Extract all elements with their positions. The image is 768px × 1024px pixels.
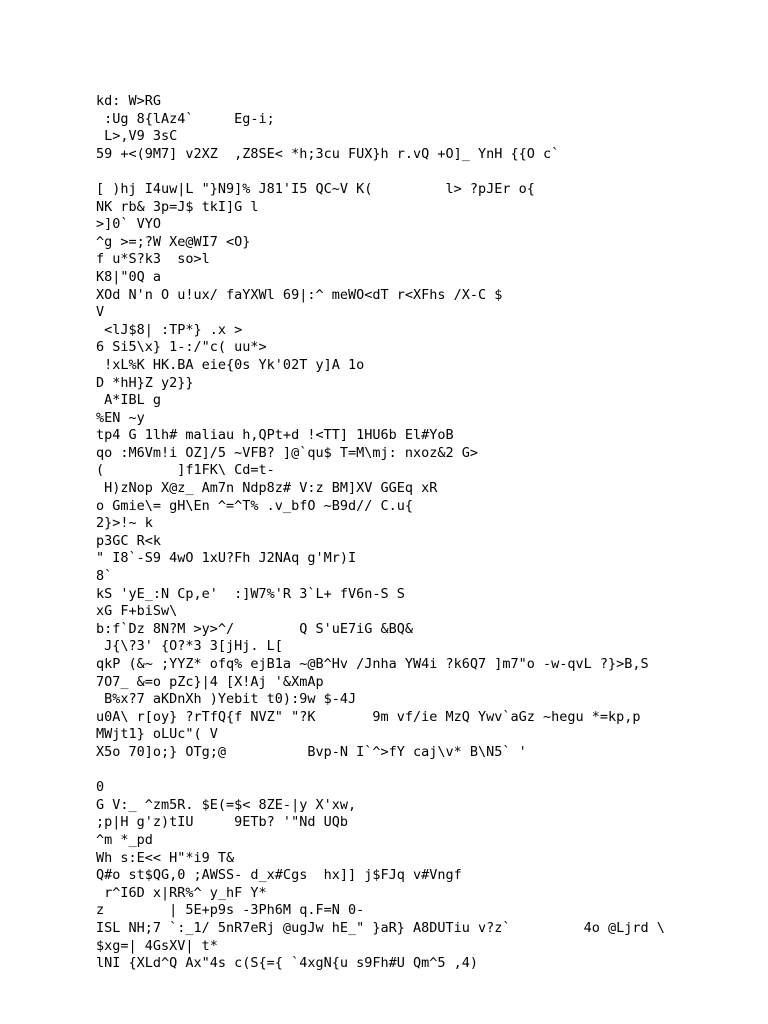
text-line: >]0` VYO — [96, 216, 162, 233]
blank-line — [96, 762, 716, 780]
text-line: !xL%K HK.BA eie{0s Yk'02T y]A 1o — [96, 356, 365, 373]
text-line: H)zNop X@z_ Am7n Ndp8z# V:z BM]XV GGEq xR — [96, 480, 438, 497]
text-line: ;p|H g'z)tIU 9ETb? '"Nd UQb — [96, 814, 348, 831]
text-line: lNI {XLd^Q Ax"4s c(S{={ `4xgN{u s9Fh#U Qm^5 ,4) — [96, 955, 479, 972]
text-line: B%x?7 aKDnXh )Yebit t0):9w $-4J — [96, 691, 357, 708]
text-line: " I8`-S9 4wO 1xU?Fh J2NAq g'Mr)I — [96, 550, 357, 567]
text-line: z | 5E+p9s -3Ph6M q.F=N 0- — [96, 902, 365, 919]
text-line: xG F+biSw\ — [96, 603, 178, 620]
text-line: :Ug 8{lAz4` Eg-i; — [96, 110, 275, 127]
text-line: b:f`Dz 8N?M >y>^/ Q S'uE7iG &BQ& — [96, 620, 413, 637]
text-line: A*IBL g — [96, 392, 162, 409]
text-line: Wh s:E<< H"*i9 T& — [96, 849, 235, 866]
document-text-block — [96, 93, 716, 973]
text-line: MWjt1} oLUc"( V — [96, 726, 218, 743]
text-line: NK rb& 3p=J$ tkI]G l — [96, 198, 259, 215]
text-line: L>,V9 3sC — [96, 128, 178, 145]
text-line: qo :M6Vm!i OZ]/5 ~VFB? ]@`qu$ T=M\mj: nxoz&2 G> — [96, 444, 479, 461]
text-line: J{\?3' {O?*3 3[jHj. L[ — [96, 638, 283, 655]
text-line: K8|"0Q a — [96, 268, 162, 285]
text-line: p3GC R<k — [96, 532, 162, 549]
text-line: kd: W>RG — [96, 93, 162, 109]
text-line: $xg=| 4GsXV| t* — [96, 937, 218, 954]
text-line: ^g >=;?W Xe@WI7 <O} — [96, 233, 251, 250]
text-line: <lJ$8| :TP*} .x > — [96, 321, 243, 338]
text-line: 7O7_ &=o pZc}|4 [X!Aj '&XmAp — [96, 673, 324, 690]
text-line: 2}>!~ k — [96, 515, 153, 532]
blank-line — [96, 163, 716, 181]
text-line: 59 +<(9M7] v2XZ ,Z8SE< *h;3cu FUX}h r.vQ +O]_ YnH {{O c` — [96, 145, 560, 162]
text-line: o Gmie\= gH\En ^=^T% .v_bfO ~B9d// C.u{ — [96, 497, 413, 514]
text-line: kS 'yE_:N Cp,e' :]W7%'R 3`L+ fV6n-S S — [96, 585, 405, 602]
text-line: r^I6D x|RR%^ y_hF Y* — [96, 884, 267, 901]
text-line: u0A\ r[oy} ?rTfQ{f NVZ" "?K 9m vf/ie MzQ Ywv`aGz ~hegu *=kp,p — [96, 708, 641, 725]
text-line: ISL NH;7 `:_1/ 5nR7eRj @ugJw hE_" }aR} A8DUTiu v?z` 4o @Ljrd \ — [96, 919, 665, 936]
text-line: ^m *_pd — [96, 831, 153, 848]
text-line: G V:_ ^zm5R. $E(=$< 8ZE-|y X'xw, — [96, 796, 357, 813]
text-line: tp4 G 1lh# maliau h,QPt+d !<TT] 1HU6b El#YoB — [96, 427, 454, 444]
text-line: 0 — [96, 779, 105, 796]
text-line: f u*S?k3 so>l — [96, 251, 210, 268]
text-line: D *hH}Z y2}} — [96, 374, 194, 391]
text-line: ( ]f1FK\ Cd=t- — [96, 462, 275, 479]
text-line: Q#o st$QG,0 ;AWSS- d_x#Cgs hx]] j$FJq v#Vngf — [96, 867, 462, 884]
text-line: XOd N'n O u!ux/ faYXWl 69|:^ meWO<dT r<XFhs /X-C $ — [96, 286, 503, 303]
text-line: 6 Si5\x} 1-:/"c( uu*> — [96, 339, 267, 356]
text-line: V — [96, 304, 105, 321]
text-line: 8` — [96, 568, 113, 585]
text-line: %EN ~y — [96, 409, 145, 426]
text-line: X5o 70]o;} OTg;@ Bvp-N I`^>fY caj\v* B\N5` ' — [96, 743, 527, 760]
text-line: qkP (&~ ;YYZ* ofq% ejB1a ~@B^Hv /Jnha YW4i ?k6Q7 ]m7"o -w-qvL ?}>B,S — [96, 656, 649, 672]
text-line: [ )hj I4uw|L "}N9]% J81'I5 QC~V K( l> ?pJEr o{ — [96, 180, 535, 197]
